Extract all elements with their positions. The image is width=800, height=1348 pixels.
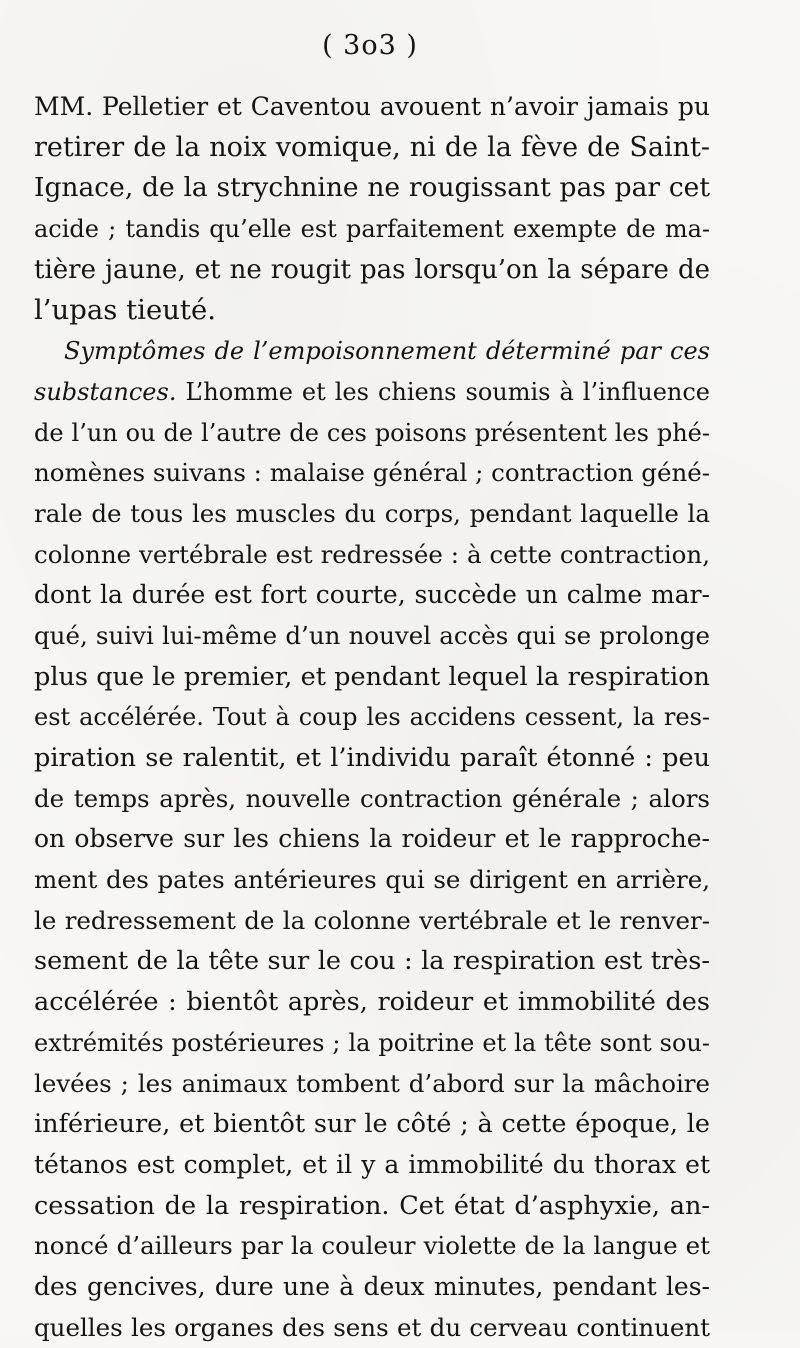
text-line-rest: L’homme et les chiens soumis à l’influence [176,377,710,406]
text-line: accélérée : bientôt après, roideur et immobilité des [34,987,710,1018]
text-line [34,372,710,413]
text-line: noncé d’ailleurs par la couleur violette de la langue et [34,1231,710,1261]
text-line: de temps après, nouvelle contraction générale ; alors [34,783,710,813]
text-line: le redressement de la colonne vertébrale et le renver- [34,905,710,935]
text-line: colonne vertébrale est redressée : à cette contraction, [34,539,710,569]
text-line: ment des pates antérieures qui se dirigent en arrière, [34,865,710,895]
text-line: MM. Pelletier et Caventou avouent n’avoir jamais pu [34,92,710,121]
text-line: de l’un ou de l’autre de ces poisons présentent les phé- [34,418,710,447]
text-line: sement de la tête sur le cou : la respiration est très- [34,946,710,977]
text-line: extrémités postérieures ; la poitrine et la tête sont sou- [34,1028,710,1057]
text-line: piration se ralentit, et l’individu paraît étonné : peu [34,743,710,773]
text-line: dont la durée est fort courte, succède un calme mar- [34,580,710,610]
text-line: nomènes suivans : malaise général ; contraction géné- [34,458,711,488]
section-heading: Symptômes de l’empoisonnement déterminé par ces [64,337,710,366]
text-line: retirer de la noix vomique, ni de la fève de Saint- [34,131,710,163]
text-line: Ignace, de la strychnine ne rougissant pas par cet [34,172,710,204]
text-line: tière jaune, et ne rougit pas lorsqu’on la sépare de [34,254,710,285]
text-line: plus que le premier, et pendant lequel la respiration [34,661,710,692]
body-text [34,87,710,1348]
page-number: ( 3o3 ) [322,30,418,61]
text-line: on observe sur les chiens la roideur et le rapproche- [34,824,710,854]
text-line: des gencives, dure une à deux minutes, pendant les- [34,1271,710,1301]
text-line: tétanos est complet, et il y a immobilité du thorax et [34,1149,710,1179]
text-line: levées ; les animaux tombent d’abord sur la mâchoire [34,1068,710,1098]
text-line: est accélérée. Tout à coup les accidens cessent, la res- [34,703,710,732]
section-heading-end: substances. [34,377,177,406]
text-line: inférieure, et bientôt sur le côté ; à cette époque, le [34,1109,710,1140]
text-line: l’upas tieuté. [34,294,216,327]
text-line: rale de tous les muscles du corps, pendant laquelle la [34,498,710,528]
text-line: quelles les organes des sens et du cerveau continuent [34,1312,710,1342]
text-line: qué, suivi lui-même d’un nouvel accès qui se prolonge [34,620,710,650]
text-line: acide ; tandis qu’elle est parfaitement exempte de ma- [34,215,710,244]
text-line: cessation de la respiration. Cet état d’asphyxie, an- [34,1190,710,1221]
